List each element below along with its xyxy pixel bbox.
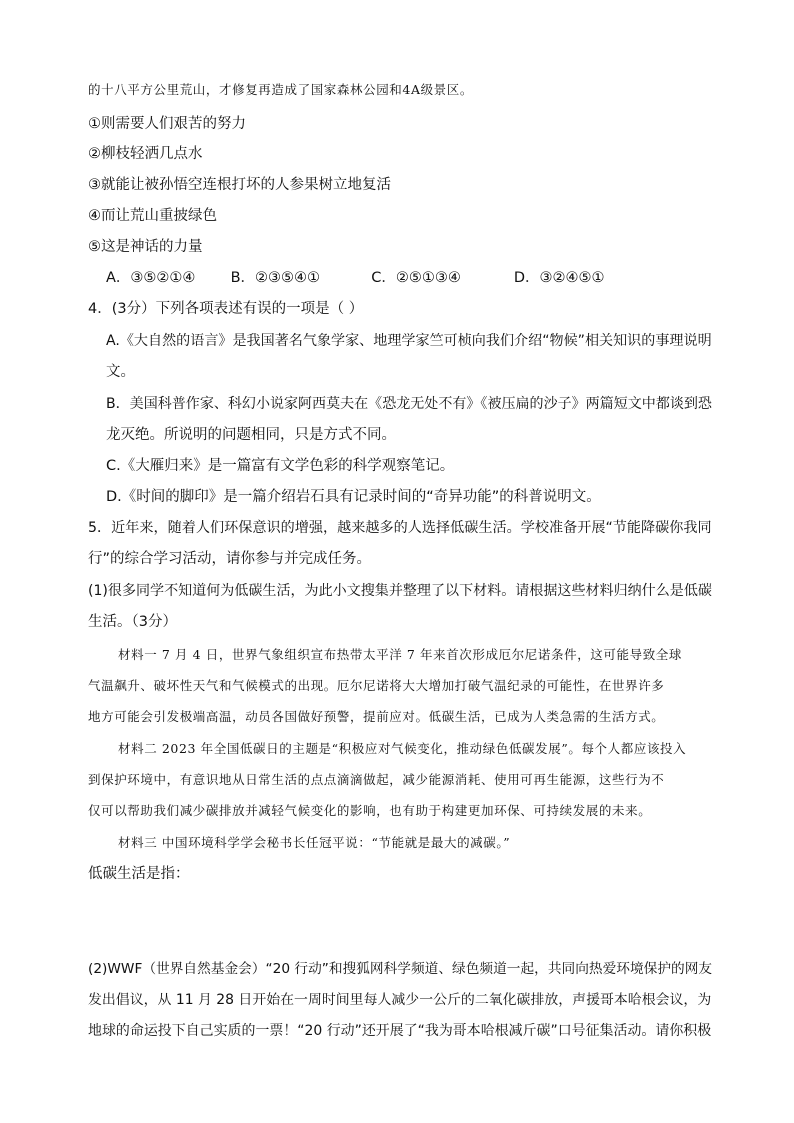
material1-line2: 气温飙升、破坏性天气和气候模式的出现。厄尔尼诺将大大增加打破气温纪录的可能性，在世界许多	[88, 678, 665, 693]
q3-option-d: D．③②④⑤①	[513, 270, 605, 286]
q4-option-d: D.《时间的脚印》是一篇介绍岩石具有记录时间的“奇异功能”的科普说明文。	[106, 489, 601, 505]
q4-stem: 4．(3分）下列各项表述有误的一项是（ ）	[88, 301, 364, 317]
answer-label: 低碳生活是指：	[88, 866, 190, 882]
q4-option-b-line2: 龙灭绝。所说明的问题相同，只是方式不同。	[106, 427, 396, 443]
q3-option-a: A．③⑤②①④	[106, 270, 196, 286]
q3-item-1: ①则需要人们艰苦的努力	[88, 116, 246, 132]
q5-sub2-line2: 发出倡议，从 11 月 28 日开始在一周时间里每人减少一公斤的二氧化碳排放，声援哥本哈根会议，为	[88, 992, 712, 1008]
q4-option-c: C.《大雁归来》是一篇富有文学色彩的科学观察笔记。	[106, 458, 455, 474]
intro-line: 的十八平方公里荒山，才修复再造成了国家森林公园和4A级景区。	[88, 82, 473, 97]
material2-line3: 仅可以帮助我们减少碳排放并减轻气候变化的影响，也有助于构建更加环保、可持续发展的未来。	[88, 803, 652, 818]
material1-line3: 地方可能会引发极端高温，动员各国做好预警，提前应对。低碳生活，已成为人类急需的生活方式。	[88, 709, 665, 724]
q3-options	[106, 268, 605, 288]
material2-line2: 到保护环境中，有意识地从日常生活的点点滴滴做起，减少能源消耗、使用可再生能源，这些行为不	[88, 772, 665, 787]
q4-option-a-line1: A.《大自然的语言》是我国著名气象学家、地理学家竺可桢向我们介绍“物候”相关知识的事理说明	[106, 333, 712, 349]
q4-option-a-line2: 文。	[106, 364, 135, 380]
material3: 材料三 中国环境科学学会秘书长任冠平说：“节能就是最大的减碳。”	[118, 835, 511, 850]
q5-sub2-line3: 地球的命运投下自己实质的一票！“20 行动”还开展了“我为哥本哈根减斤碳”口号征集活动。请你积极	[88, 1023, 712, 1039]
q5-stem-line2: 行”的综合学习活动，请你参与并完成任务。	[88, 551, 372, 567]
q3-item-5: ⑤这是神话的力量	[88, 239, 203, 255]
q3-option-c: C．②⑤①③④	[371, 270, 461, 286]
q3-item-2: ②柳枝轻洒几点水	[88, 146, 203, 162]
material2-line1: 材料二 2023 年全国低碳日的主题是“积极应对气候变化，推动绿色低碳发展”。每个人都应该投入	[118, 741, 687, 756]
q3-item-3: ③就能让被孙悟空连根打坏的人参果树立地复活	[88, 177, 391, 193]
q5-sub1-line1: (1)很多同学不知道何为低碳生活，为此小文搜集并整理了以下材料。请根据这些材料归纳什么是低碳	[88, 583, 712, 599]
q3-item-4: ④而让荒山重披绿色	[88, 208, 217, 224]
q4-option-b-line1: B．美国科普作家、科幻小说家阿西莫夫在《恐龙无处不有》《被压扁的沙子》两篇短文中都谈到恐	[106, 396, 712, 412]
q5-sub2-line1: (2)WWF（世界自然基金会）“20 行动”和搜狐网科学频道、绿色频道一起，共同向热爱环境保护的网友	[88, 961, 713, 977]
q5-sub1-line2: 生活。（3分）	[88, 614, 177, 630]
q3-option-b: B．②③⑤④①	[230, 270, 321, 286]
q5-stem-line1: 5．近年来，随着人们环保意识的增强，越来越多的人选择低碳生活。学校准备开展“节能降碳你我同	[88, 520, 712, 536]
material1-line1: 材料一 7 月 4 日，世界气象组织宣布热带太平洋 7 年来首次形成厄尔尼诺条件，这可能导致全球	[118, 647, 683, 662]
